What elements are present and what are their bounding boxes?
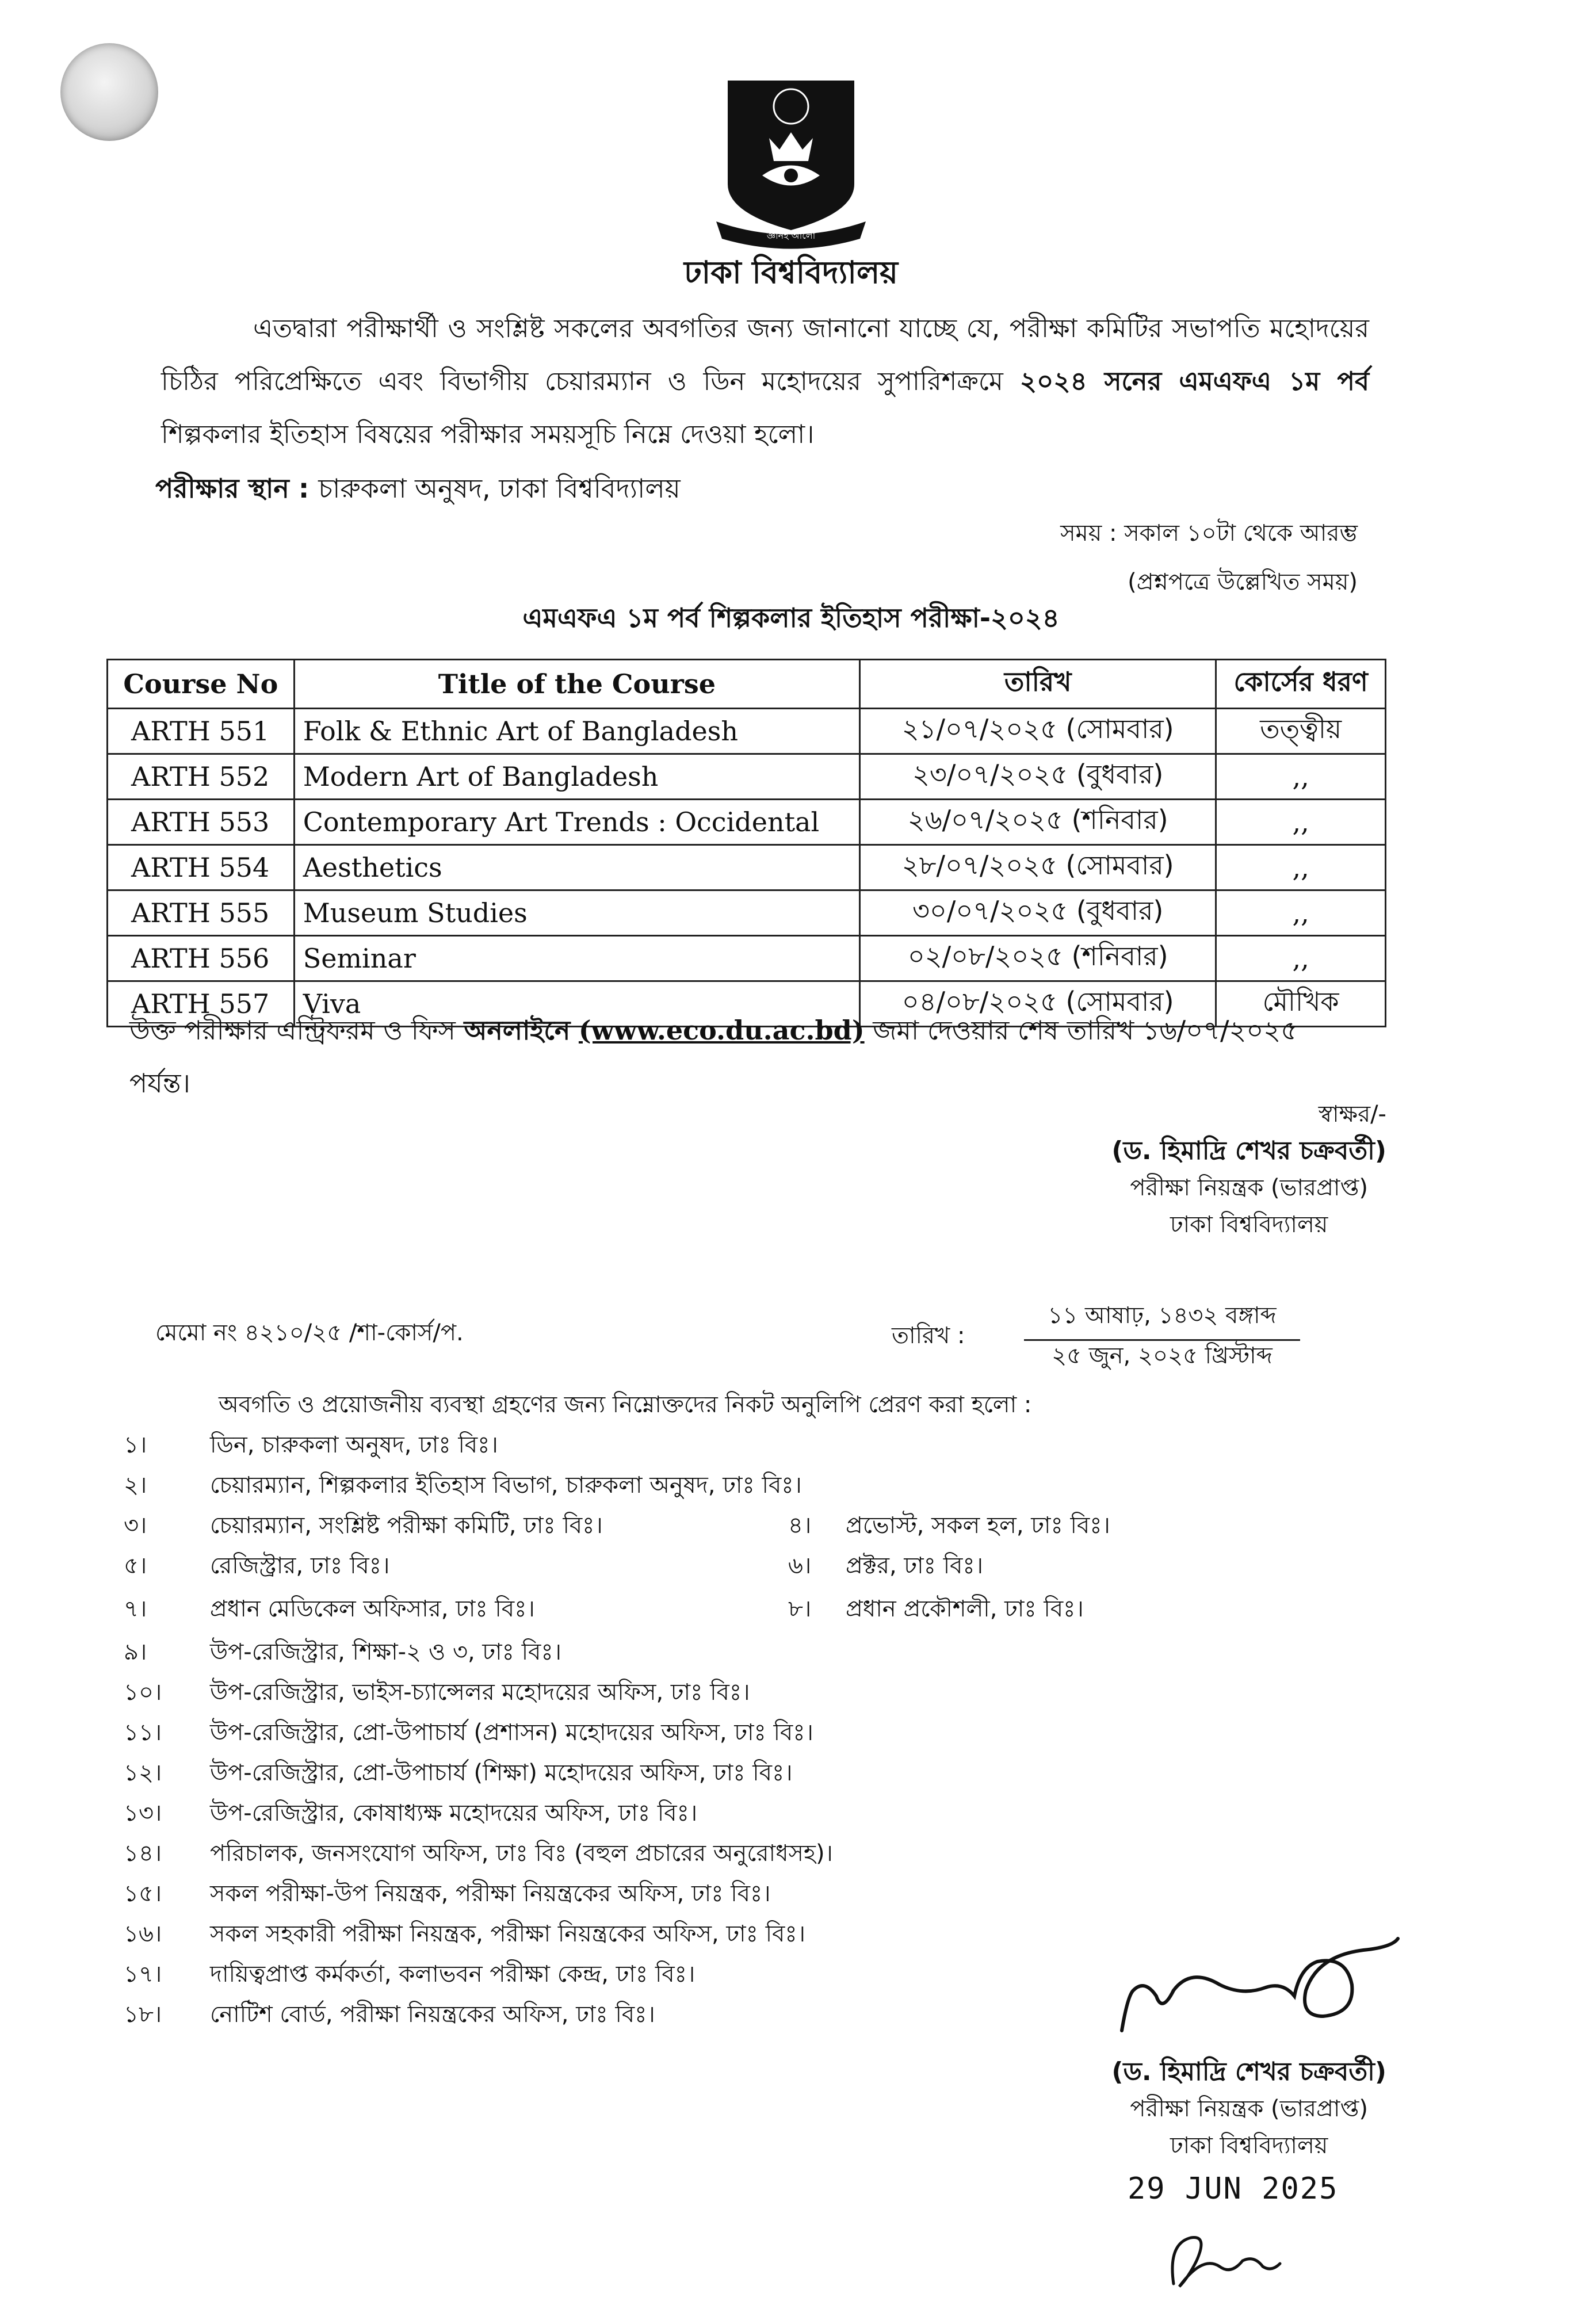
cc-item: ৩। চেয়ারম্যান, সংশ্লিষ্ট পরীক্ষা কমিটি, ঢাঃ বিঃ। xyxy=(124,1512,603,1539)
table-row xyxy=(108,800,1386,845)
exam-date: ২৬/০৭/২০২৫ (শনিবার) xyxy=(860,800,1216,845)
course-type: ,, xyxy=(1216,890,1386,936)
course-title: Museum Studies xyxy=(294,890,859,936)
exam-schedule-table xyxy=(106,659,1386,1027)
table-row xyxy=(108,845,1386,890)
course-type: ,, xyxy=(1216,754,1386,800)
signatory-org: ঢাকা বিশ্ববিদ্যালয় xyxy=(1170,2132,1328,2159)
signatory-designation: পরীক্ষা নিয়ন্ত্রক (ভারপ্রাপ্ত) xyxy=(1130,2096,1368,2122)
header-date: তারিখ xyxy=(860,660,1216,709)
cc-item: ৯। উপ-রেজিস্ট্রার, শিক্ষা-২ ও ৩, ঢাঃ বিঃ। xyxy=(124,1639,562,1665)
memo-date-label: তারিখ : xyxy=(892,1322,965,1349)
cc-item: ৪। প্রভোস্ট, সকল হল, ঢাঃ বিঃ। xyxy=(788,1512,1110,1539)
cc-item: ১০। উপ-রেজিস্ট্রার, ভাইস-চ্যান্সেলর মহোদয়ের অফিস, ঢাঃ বিঃ। xyxy=(124,1679,750,1706)
cc-item: ৭। প্রধান মেডিকেল অফিসার, ঢাঃ বিঃ। xyxy=(124,1596,535,1622)
signatory-org: ঢাকা বিশ্ববিদ্যালয় xyxy=(1170,1211,1328,1238)
entry-form-deadline: উক্ত পরীক্ষার এন্ট্রিফরম ও ফিস অনলাইনে (www.eco.du.ac.bd) জমা দেওয়ার শেষ তারিখ ১৬/০৭/২০২৫ পর্যন্ত। xyxy=(129,1015,1298,1099)
table-row xyxy=(108,754,1386,800)
header-course-no: Course No xyxy=(108,660,295,709)
course-no: ARTH 556 xyxy=(108,936,295,981)
exam-time-note: (প্রশ্নপত্রে উল্লেখিত সময়) xyxy=(1128,569,1358,595)
notice-paragraph: এতদ্বারা পরীক্ষার্থী ও সংশ্লিষ্ট সকলের অবগতির জন্য জানানো যাচ্ছে যে, পরীক্ষা কমিটির সভাপতি মহোদয়ের চিঠির পরিপ্রেক্ষিতে এবং বিভাগীয় চেয়ারম্যান ও ডিন মহোদয়ের সুপারিশক্রমে ২০২৪ সনের এমএফএ ১ম পর্ব শিল্পকলার ইতিহাস বিষয়ের পরীক্ষার সময়সূচি নিম্নে দেওয়া হলো। xyxy=(161,313,1370,449)
signature-block-bottom xyxy=(1111,2054,1386,2164)
punch-hole xyxy=(60,43,158,141)
exam-date: ৩০/০৭/২০২৫ (বুধবার) xyxy=(860,890,1216,936)
cc-item: ১৭। দায়িত্বপ্রাপ্ত কর্মকর্তা, কলাভবন পরীক্ষা কেন্দ্র, ঢাঃ বিঃ। xyxy=(124,1961,696,1987)
schedule-title: এমএফএ ১ম পর্ব শিল্পকলার ইতিহাস পরীক্ষা-২০২৪ xyxy=(522,602,1060,633)
course-title: Seminar xyxy=(294,936,859,981)
cc-item: ৫। রেজিস্ট্রার, ঢাঃ বিঃ। xyxy=(124,1553,390,1579)
cc-item: ১৪। পরিচালক, জনসংযোগ অফিস, ঢাঃ বিঃ (বহুল প্রচারের অনুরোধসহ)। xyxy=(124,1840,833,1867)
course-type: ,, xyxy=(1216,936,1386,981)
table-row xyxy=(108,936,1386,981)
course-no: ARTH 554 xyxy=(108,845,295,890)
cc-item: ১১। উপ-রেজিস্ট্রার, প্রো-উপাচার্য (প্রশাসন) মহোদয়ের অফিস, ঢাঃ বিঃ। xyxy=(124,1719,813,1746)
course-title: Contemporary Art Trends : Occidental xyxy=(294,800,859,845)
exam-time: সময় : সকাল ১০টা থেকে আরম্ভ xyxy=(1060,520,1358,546)
signatory-name: (ড. হিমাদ্রি শেখর চক্রবর্তী) xyxy=(1111,1136,1386,1165)
cc-intro: অবগতি ও প্রয়োজনীয় ব্যবস্থা গ্রহণের জন্য নিম্নোক্তদের নিকট অনুলিপি প্রেরণ করা হলো : xyxy=(219,1392,1032,1418)
header-course-type: কোর্সের ধরণ xyxy=(1216,660,1386,709)
cc-item: ১২। উপ-রেজিস্ট্রার, প্রো-উপাচার্য (শিক্ষা) মহোদয়ের অফিস, ঢাঃ বিঃ। xyxy=(124,1760,793,1786)
course-title: Aesthetics xyxy=(294,845,859,890)
cc-item: ১৬। সকল সহকারী পরীক্ষা নিয়ন্ত্রক, পরীক্ষা নিয়ন্ত্রকের অফিস, ঢাঃ বিঃ। xyxy=(124,1921,806,1947)
signature-block-top xyxy=(1111,1096,1386,1243)
memo-number: মেমো নং ৪২১০/২৫ /শা-কোর্স/প. xyxy=(155,1320,464,1346)
cc-item: ১৫। সকল পরীক্ষা-উপ নিয়ন্ত্রক, পরীক্ষা নিয়ন্ত্রকের অফিস, ঢাঃ বিঃ। xyxy=(124,1880,771,1907)
course-no: ARTH 557 xyxy=(108,981,295,1027)
memo-date-english: ২৫ জুন, ২০২৫ খ্রিস্টাব্দ xyxy=(1052,1343,1273,1369)
cc-item: ৬। প্রক্টর, ঢাঃ বিঃ। xyxy=(788,1553,984,1579)
eco-website-link[interactable]: (www.eco.du.ac.bd) xyxy=(578,1015,865,1046)
course-type: ,, xyxy=(1216,800,1386,845)
course-type: মৌখিক xyxy=(1216,981,1386,1027)
cc-item: ২। চেয়ারম্যান, শিল্পকলার ইতিহাস বিভাগ, চারুকলা অনুষদ, ঢাঃ বিঃ। xyxy=(124,1472,802,1499)
cc-item: ৮। প্রধান প্রকৌশলী, ঢাঃ বিঃ। xyxy=(788,1596,1084,1622)
course-type: ,, xyxy=(1216,845,1386,890)
exam-date: ২৮/০৭/২০২৫ (সোমবার) xyxy=(860,845,1216,890)
course-title: Viva xyxy=(294,981,859,1027)
exam-date: ২১/০৭/২০২৫ (সোমবার) xyxy=(860,709,1216,754)
cc-item: ১৮। নোটিশ বোর্ড, পরীক্ষা নিয়ন্ত্রকের অফিস, ঢাঃ বিঃ। xyxy=(124,2001,655,2028)
exam-date: ২৩/০৭/২০২৫ (বুধবার) xyxy=(860,754,1216,800)
cc-item: ১। ডিন, চারুকলা অনুষদ, ঢাঃ বিঃ। xyxy=(124,1432,498,1458)
exam-date: ০২/০৮/২০২৫ (শনিবার) xyxy=(860,936,1216,981)
signatory-designation: পরীক্ষা নিয়ন্ত্রক (ভারপ্রাপ্ত) xyxy=(1130,1175,1368,1201)
signatory-name: (ড. হিমাদ্রি শেখর চক্রবর্তী) xyxy=(1111,2057,1386,2086)
initials-signature xyxy=(1156,2220,1289,2295)
university-name: ঢাকা বিশ্ববিদ্যালয় xyxy=(683,254,898,290)
exam-venue: পরীক্ষার স্থান : চারুকলা অনুষদ, ঢাকা বিশ্ববিদ্যালয় xyxy=(155,473,681,504)
table-header-row xyxy=(108,660,1386,709)
header-course-title: Title of the Course xyxy=(294,660,859,709)
date-stamp: 29 JUN 2025 xyxy=(1128,2172,1339,2206)
memo-date-bangla: ১১ আষাঢ়, ১৪৩২ বঙ্গাব্দ xyxy=(1024,1297,1300,1341)
course-title: Modern Art of Bangladesh xyxy=(294,754,859,800)
table-row xyxy=(108,709,1386,754)
course-no: ARTH 553 xyxy=(108,800,295,845)
course-type: তত্ত্বীয় xyxy=(1216,709,1386,754)
dhaka-university-crest-icon xyxy=(716,75,866,253)
cc-item: ১৩। উপ-রেজিস্ট্রার, কোষাধ্যক্ষ মহোদয়ের অফিস, ঢাঃ বিঃ। xyxy=(124,1800,698,1826)
exam-date: ০৪/০৮/২০২৫ (সোমবার) xyxy=(860,981,1216,1027)
course-title: Folk & Ethnic Art of Bangladesh xyxy=(294,709,859,754)
course-no: ARTH 551 xyxy=(108,709,295,754)
course-no: ARTH 555 xyxy=(108,890,295,936)
svg-text:জ্ঞানই আলো: জ্ঞানই আলো xyxy=(766,230,816,241)
course-no: ARTH 552 xyxy=(108,754,295,800)
signed-mark: স্বাক্ষর/- xyxy=(1318,1101,1386,1127)
handwritten-signature xyxy=(1093,1933,1415,2048)
table-row xyxy=(108,890,1386,936)
